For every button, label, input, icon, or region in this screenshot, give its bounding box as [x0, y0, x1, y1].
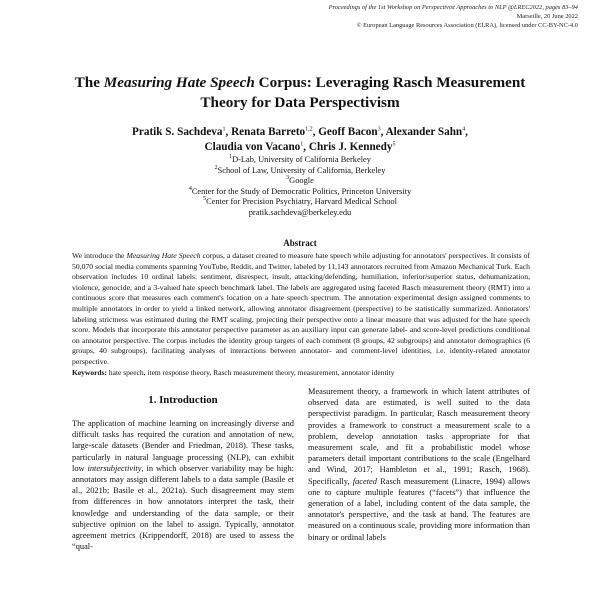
abstract-italic: Measuring Hate Speech — [126, 251, 201, 260]
author: Claudia von Vacano — [204, 141, 301, 153]
keywords-text: hate speech, item response theory, Rasch measurement theory, measurement, annotator identity — [107, 368, 395, 377]
author-sup: 3 — [377, 126, 381, 133]
affiliation — [40, 176, 560, 187]
proceedings-header — [329, 3, 578, 30]
author: Pratik S. Sachdeva — [132, 126, 223, 138]
right-text-2: Rasch measurement (Linacre, 1994) allows one to capture multiple features (“facets”) that influence the generation of a label, including content of the data sample, the annotator's perspective, and the task at hand. The features are measured on a continuous scale, providing more information than binary or ordinal labels — [308, 476, 530, 542]
abstract-heading: Abstract — [283, 238, 317, 248]
aff-sup: 4 — [188, 185, 192, 192]
author-sup: 5 — [392, 141, 396, 148]
paper-title — [40, 73, 560, 113]
title-part2: Corpus: Leveraging Rasch Measurement — [254, 74, 526, 91]
abstract-text: corpus, a dataset created to measure hate speech while adjusting for annotators' perspectives. It consists of 50,070 social media comments spanning YouTube, Reddit, and Twitter, labeled by 11,143 annotators recruited from Amazon Mechanical Turk. Each observation includes 10 ordinal labels: sentiment, disrespect, insult, attacking/defending, humiliation, inferior/superior status, dehumanization, violence, genocide, and a 3-valued hate speech benchmark label. The labels are aggregated using faceted Rasch measurement theory (RMT) into a continuous score that measures each comment's location on a hate speech spectrum. The annotation experimental design assigned comments to multiple annotators in order to yield a linked network, allowing annotator disagreement (perspective) to be statistically summarized. Annotators' labeling strictness was estimated during the RMT scaling, projecting their perspective onto a linear measure that was adjusted for the hate speech score. Models that incorporate this annotator perspective parameter as an auxiliary input can generate label- and score-level predictions conditional on annotator perspective. The corpus includes the identity group targets of each comment (8 groups, 42 subgroups) and annotator demographics (6 groups, 40 subgroups), facilitating analyses of interactions between annotator- and comment-level identities, i.e. identity-related annotator perspective. — [72, 251, 530, 366]
aff-text: D-Lab, University of California Berkeley — [232, 155, 371, 164]
author: Chris J. Kennedy — [308, 141, 393, 153]
author-sup: 4 — [462, 126, 466, 133]
left-text-2: , in which observer variability may be high: annotators may assign different labels to a data sample (Basile et al., 2021b; Basile et al., 2021a). Such disagreement may stem from differences in how annotators interpret the task, their knowledge and understanding of the data sample, or their subjective opinion on the label to assign. Typically, annotator agreement metrics (Krippendorff, 2018) are used to assess the “qual- — [72, 463, 294, 552]
author-email[interactable]: pratik.sachdeva@berkeley.edu — [248, 207, 352, 217]
right-column-text — [308, 386, 530, 543]
affiliation — [40, 166, 560, 177]
header-proceedings: Proceedings of the 1st Workshop on Perspectivist Approaches to NLP @LREC2022, pages 83–94 — [328, 4, 578, 11]
abstract-lead: We introduce the — [72, 251, 127, 260]
abstract-body — [72, 251, 530, 368]
aff-sup: 1 — [229, 154, 233, 161]
aff-sup: 5 — [203, 196, 207, 203]
right-text-1: Measurement theory, a framework in which latent attributes of observed data are estimated, is well suited to the data perspectivist paradigm. In particular, Rasch measurement theory provides a framework to construct a measurement scale to a problem, develop annotation tasks appropriate for that measurement scale, and fit a probabilistic model whose parameters detail important contributions to the scale (Engelhard and Wind, 2017; Hambleton et al., 1991; Rasch, 1968). Specifically, — [308, 387, 530, 486]
aff-text: Center for Precision Psychiatry, Harvard Medical School — [206, 197, 397, 206]
affiliation — [40, 197, 560, 208]
aff-sup: 3 — [286, 175, 290, 182]
author: Alexander Sahn — [385, 126, 463, 138]
header-license: © European Language Resources Association (ELRA), licensed under CC-BY-NC-4.0 — [356, 22, 578, 29]
author-sup: 1 — [300, 141, 304, 148]
keywords — [72, 368, 530, 378]
author: Geoff Bacon — [318, 126, 378, 138]
affiliation — [40, 187, 560, 198]
left-column-text — [72, 418, 294, 552]
keywords-label: Keywords: — [72, 368, 107, 377]
author-sup: 1 — [222, 126, 226, 133]
section-heading: 1. Introduction — [148, 394, 218, 406]
aff-sup: 2 — [214, 164, 218, 171]
aff-text: Center for the Study of Democratic Politics, Princeton University — [191, 186, 412, 196]
aff-text: School of Law, University of California, Berkeley — [217, 165, 386, 175]
title-italic: Measuring Hate Speech — [103, 74, 255, 91]
aff-text: Google — [289, 176, 314, 185]
affiliation — [40, 155, 560, 166]
author-list: Pratik S. Sachdeva$^1$, Renata Barreto$^{1,2}$, Geoff Bacon$^3$, Alexander Sahn$^4$, Claudia von Vacano$^1$, Chris J. Kennedy$^5$ — [132, 126, 468, 153]
author-sup: 1,2 — [305, 126, 313, 133]
left-italic: intersubjectivity — [87, 463, 142, 473]
title-line2: Theory for Data Perspectivism — [200, 94, 400, 111]
title-part1: The — [74, 74, 104, 91]
affiliations — [40, 155, 560, 218]
header-location-date: Marseille, 20 June 2022 — [516, 13, 578, 20]
right-italic: faceted — [352, 476, 377, 486]
left-text-1: The application of machine learning on increasingly diverse and difficult tasks has required the curation and annotation of new, large-scale datasets (Bender and Friedman, 2018). These tasks, particularly in natural language processing (NLP), can exhibit low — [72, 419, 294, 473]
author: Renata Barreto — [231, 126, 306, 138]
